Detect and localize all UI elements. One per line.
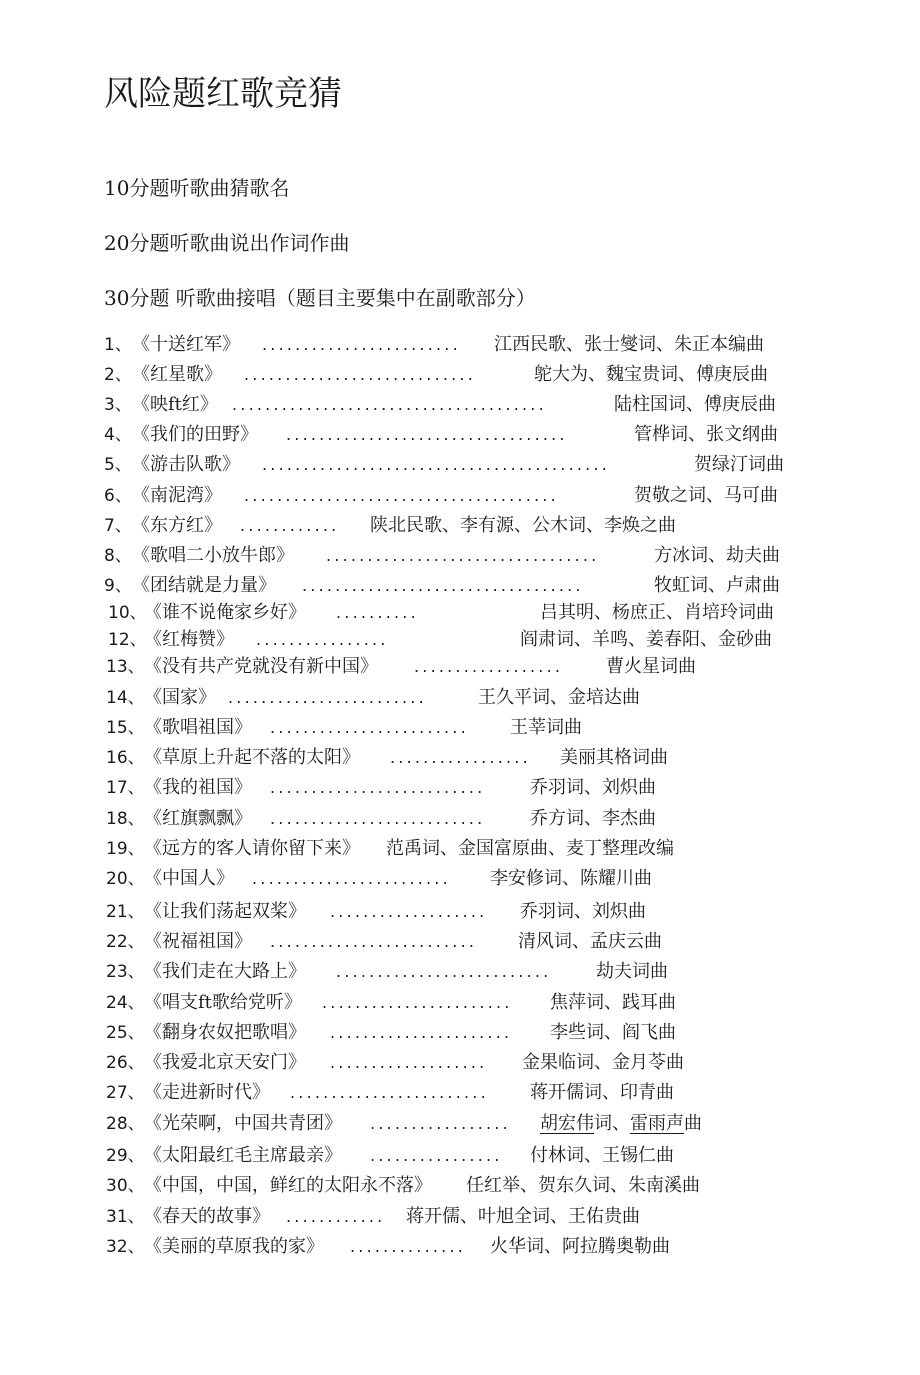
leader-dots: ........................ xyxy=(262,335,461,354)
song-credit: 乔方词、李杰曲 xyxy=(530,808,656,829)
song-number: 29、 xyxy=(106,1146,145,1166)
leader-dots: .......................... xyxy=(270,778,486,797)
song-credit: 江西民歌、张士燮词、朱正本编曲 xyxy=(494,334,764,355)
song-credit: 劫夫词曲 xyxy=(596,961,668,982)
song-row xyxy=(0,513,920,539)
credit-part: 雷雨声 xyxy=(630,1113,684,1134)
song-title: 《远方的客人请你留下来》 xyxy=(144,838,360,859)
song-number: 32、 xyxy=(106,1237,145,1257)
song-credit: 阎肃词、羊鸣、姜春阳、金砂曲 xyxy=(520,629,772,650)
song-title: 《光荣啊，中国共青团》 xyxy=(144,1113,342,1134)
song-row xyxy=(0,775,920,801)
leader-dots: ...................................... xyxy=(244,486,559,505)
leader-dots: ............ xyxy=(240,516,340,535)
leader-dots: .......................... xyxy=(336,962,552,981)
song-number: 7、 xyxy=(104,516,132,536)
song-title: 《美丽的草原我的家》 xyxy=(144,1236,324,1257)
song-number: 23、 xyxy=(106,962,145,982)
song-title: 《祝福祖国》 xyxy=(144,931,252,952)
leader-dots: ................ xyxy=(256,630,389,649)
song-number: 25、 xyxy=(106,1023,145,1043)
song-title: 《让我们荡起双桨》 xyxy=(144,901,306,922)
leader-dots: ................... xyxy=(330,1053,488,1072)
song-row xyxy=(0,1050,920,1076)
leader-dots: .......... xyxy=(336,603,419,622)
song-row xyxy=(0,627,920,653)
song-number: 30、 xyxy=(106,1176,145,1196)
song-row xyxy=(0,1173,920,1199)
song-row xyxy=(0,332,920,358)
song-title: 《我们的田野》 xyxy=(132,424,258,445)
song-row xyxy=(0,685,920,711)
song-credit: 乔羽词、刘炽曲 xyxy=(520,901,646,922)
song-number: 3、 xyxy=(104,395,132,415)
leader-dots: ................................. xyxy=(326,546,600,565)
song-title: 《太阳最红毛主席最亲》 xyxy=(144,1145,342,1166)
song-row xyxy=(0,422,920,448)
song-title: 《映ft红》 xyxy=(132,394,218,415)
song-credit: 金果临词、金月苓曲 xyxy=(522,1052,684,1073)
song-row xyxy=(0,362,920,388)
leader-dots: ................. xyxy=(370,1114,511,1133)
song-title: 《南泥湾》 xyxy=(132,485,222,506)
leader-dots: ........................ xyxy=(252,869,451,888)
song-row xyxy=(0,715,920,741)
song-title: 《团结就是力量》 xyxy=(132,575,276,596)
song-credit: 蒋开儒、叶旭全词、王佑贵曲 xyxy=(406,1206,640,1227)
leader-dots: .......................................... xyxy=(262,455,611,474)
song-title: 《翻身农奴把歌唱》 xyxy=(144,1022,306,1043)
song-number: 8、 xyxy=(104,546,132,566)
song-credit: 贺敬之词、马可曲 xyxy=(634,485,778,506)
song-title: 《歌唱二小放牛郎》 xyxy=(132,545,294,566)
song-number: 16、 xyxy=(106,748,145,768)
credit-part: 词、 xyxy=(594,1113,630,1134)
song-number: 27、 xyxy=(106,1083,145,1103)
leader-dots: ............ xyxy=(286,1207,386,1226)
song-credit: 管桦词、张文纲曲 xyxy=(634,424,778,445)
song-credit: 范禹词、金国富原曲、麦丁整理改编 xyxy=(386,838,674,859)
song-row xyxy=(0,959,920,985)
leader-dots: ....................... xyxy=(322,993,513,1012)
song-number: 13、 xyxy=(106,657,145,677)
leader-dots: ...................... xyxy=(330,1023,513,1042)
song-credit: 王久平词、金培达曲 xyxy=(478,687,640,708)
song-row xyxy=(0,1234,920,1260)
rule-10-points: 10分题听歌曲猜歌名 xyxy=(104,176,290,200)
song-credit: 李安修词、陈耀川曲 xyxy=(490,868,652,889)
song-credit: 乔羽词、刘炽曲 xyxy=(530,777,656,798)
song-row xyxy=(0,1143,920,1169)
song-credit: 鸵大为、魏宝贵词、傅庚辰曲 xyxy=(534,364,768,385)
credit-part: 胡宏伟 xyxy=(540,1113,594,1134)
song-title: 《唱支ft歌给党听》 xyxy=(144,992,302,1013)
leader-dots: .................. xyxy=(414,657,564,676)
song-title: 《东方红》 xyxy=(132,515,222,536)
leader-dots: ........................ xyxy=(270,718,469,737)
leader-dots: .............. xyxy=(350,1237,467,1256)
leader-dots: ................. xyxy=(390,748,531,767)
song-number: 17、 xyxy=(106,778,145,798)
song-number: 21、 xyxy=(106,902,145,922)
song-credit: 任红举、贺东久词、朱南溪曲 xyxy=(466,1175,700,1196)
song-number: 12、 xyxy=(108,630,147,650)
song-row xyxy=(0,929,920,955)
song-number: 4、 xyxy=(104,425,132,445)
song-title: 《没有共产党就没有新中国》 xyxy=(144,656,378,677)
song-credit: 清风词、孟庆云曲 xyxy=(518,931,662,952)
song-credit: 方冰词、劫夫曲 xyxy=(654,545,780,566)
song-title: 《十送红军》 xyxy=(132,334,240,355)
song-row xyxy=(0,745,920,771)
song-credit: 蒋开儒词、印青曲 xyxy=(530,1082,674,1103)
song-credit xyxy=(540,1111,702,1137)
song-row xyxy=(0,573,920,599)
song-row xyxy=(0,654,920,680)
song-title: 《中国人》 xyxy=(144,868,234,889)
song-title: 《草原上升起不落的太阳》 xyxy=(144,747,360,768)
song-number: 1、 xyxy=(104,335,132,355)
leader-dots: ...................................... xyxy=(232,395,547,414)
song-title: 《游击队歌》 xyxy=(132,454,240,475)
song-row xyxy=(0,392,920,418)
song-row xyxy=(0,543,920,569)
song-number: 22、 xyxy=(106,932,145,952)
song-row xyxy=(0,899,920,925)
song-number: 15、 xyxy=(106,718,145,738)
leader-dots: ......................... xyxy=(270,932,478,951)
song-number: 18、 xyxy=(106,809,145,829)
song-row xyxy=(0,990,920,1016)
song-row xyxy=(0,452,920,478)
song-number: 5、 xyxy=(104,455,132,475)
leader-dots: ................ xyxy=(370,1146,503,1165)
song-title: 《我们走在大路上》 xyxy=(144,961,306,982)
song-number: 14、 xyxy=(106,688,145,708)
song-title: 《春天的故事》 xyxy=(144,1206,270,1227)
leader-dots: ........................ xyxy=(290,1083,489,1102)
leader-dots: ............................ xyxy=(244,365,477,384)
song-credit: 李些词、阎飞曲 xyxy=(550,1022,676,1043)
song-row xyxy=(0,836,920,862)
song-number: 31、 xyxy=(106,1207,145,1227)
song-credit: 贺绿汀词曲 xyxy=(694,454,784,475)
leader-dots: ................... xyxy=(330,902,488,921)
song-row xyxy=(0,806,920,832)
song-title: 《红梅赞》 xyxy=(144,629,234,650)
song-row xyxy=(0,1204,920,1230)
song-number: 2、 xyxy=(104,365,132,385)
song-credit: 火华词、阿拉腾奥勒曲 xyxy=(490,1236,670,1257)
song-number: 20、 xyxy=(106,869,145,889)
song-row xyxy=(0,1020,920,1046)
song-row xyxy=(0,866,920,892)
song-title: 《走进新时代》 xyxy=(144,1082,270,1103)
song-credit: 陆柱国词、傅庚辰曲 xyxy=(614,394,776,415)
song-number: 24、 xyxy=(106,993,145,1013)
song-credit: 焦萍词、践耳曲 xyxy=(550,992,676,1013)
song-number: 28、 xyxy=(106,1114,145,1134)
song-credit: 付林词、王锡仁曲 xyxy=(530,1145,674,1166)
song-row xyxy=(0,600,920,626)
leader-dots: .......................... xyxy=(270,809,486,828)
leader-dots: ........................ xyxy=(228,688,427,707)
song-number: 10、 xyxy=(108,603,147,623)
song-title: 《国家》 xyxy=(144,687,216,708)
song-title: 《我的祖国》 xyxy=(144,777,252,798)
song-title: 《中国，中国，鲜红的太阳永不落》 xyxy=(144,1175,432,1196)
page-title: 风险题红歌竞猜 xyxy=(104,74,342,114)
song-number: 26、 xyxy=(106,1053,145,1073)
song-credit: 陕北民歌、李有源、公木词、李焕之曲 xyxy=(370,515,676,536)
song-title: 《红星歌》 xyxy=(132,364,222,385)
song-title: 《红旗飘飘》 xyxy=(144,808,252,829)
credit-part: 曲 xyxy=(684,1113,702,1134)
song-title: 《我爱北京天安门》 xyxy=(144,1052,306,1073)
song-row xyxy=(0,1080,920,1106)
song-row xyxy=(0,483,920,509)
rule-20-points: 20分题听歌曲说出作词作曲 xyxy=(104,231,350,255)
leader-dots: .................................. xyxy=(286,425,568,444)
song-title: 《谁不说俺家乡好》 xyxy=(144,602,306,623)
song-credit: 王莘词曲 xyxy=(510,717,582,738)
song-number: 9、 xyxy=(104,576,132,596)
song-number: 19、 xyxy=(106,839,145,859)
song-number: 6、 xyxy=(104,486,132,506)
leader-dots: .................................. xyxy=(302,576,584,595)
rule-30-points: 30分题 听歌曲接唱（题目主要集中在副歌部分） xyxy=(104,286,536,310)
song-credit: 吕其明、杨庶正、肖培玲词曲 xyxy=(540,602,774,623)
song-credit: 牧虹词、卢肃曲 xyxy=(654,575,780,596)
song-credit: 曹火星词曲 xyxy=(606,656,696,677)
song-credit: 美丽其格词曲 xyxy=(560,747,668,768)
song-row xyxy=(0,1111,920,1137)
song-title: 《歌唱祖国》 xyxy=(144,717,252,738)
